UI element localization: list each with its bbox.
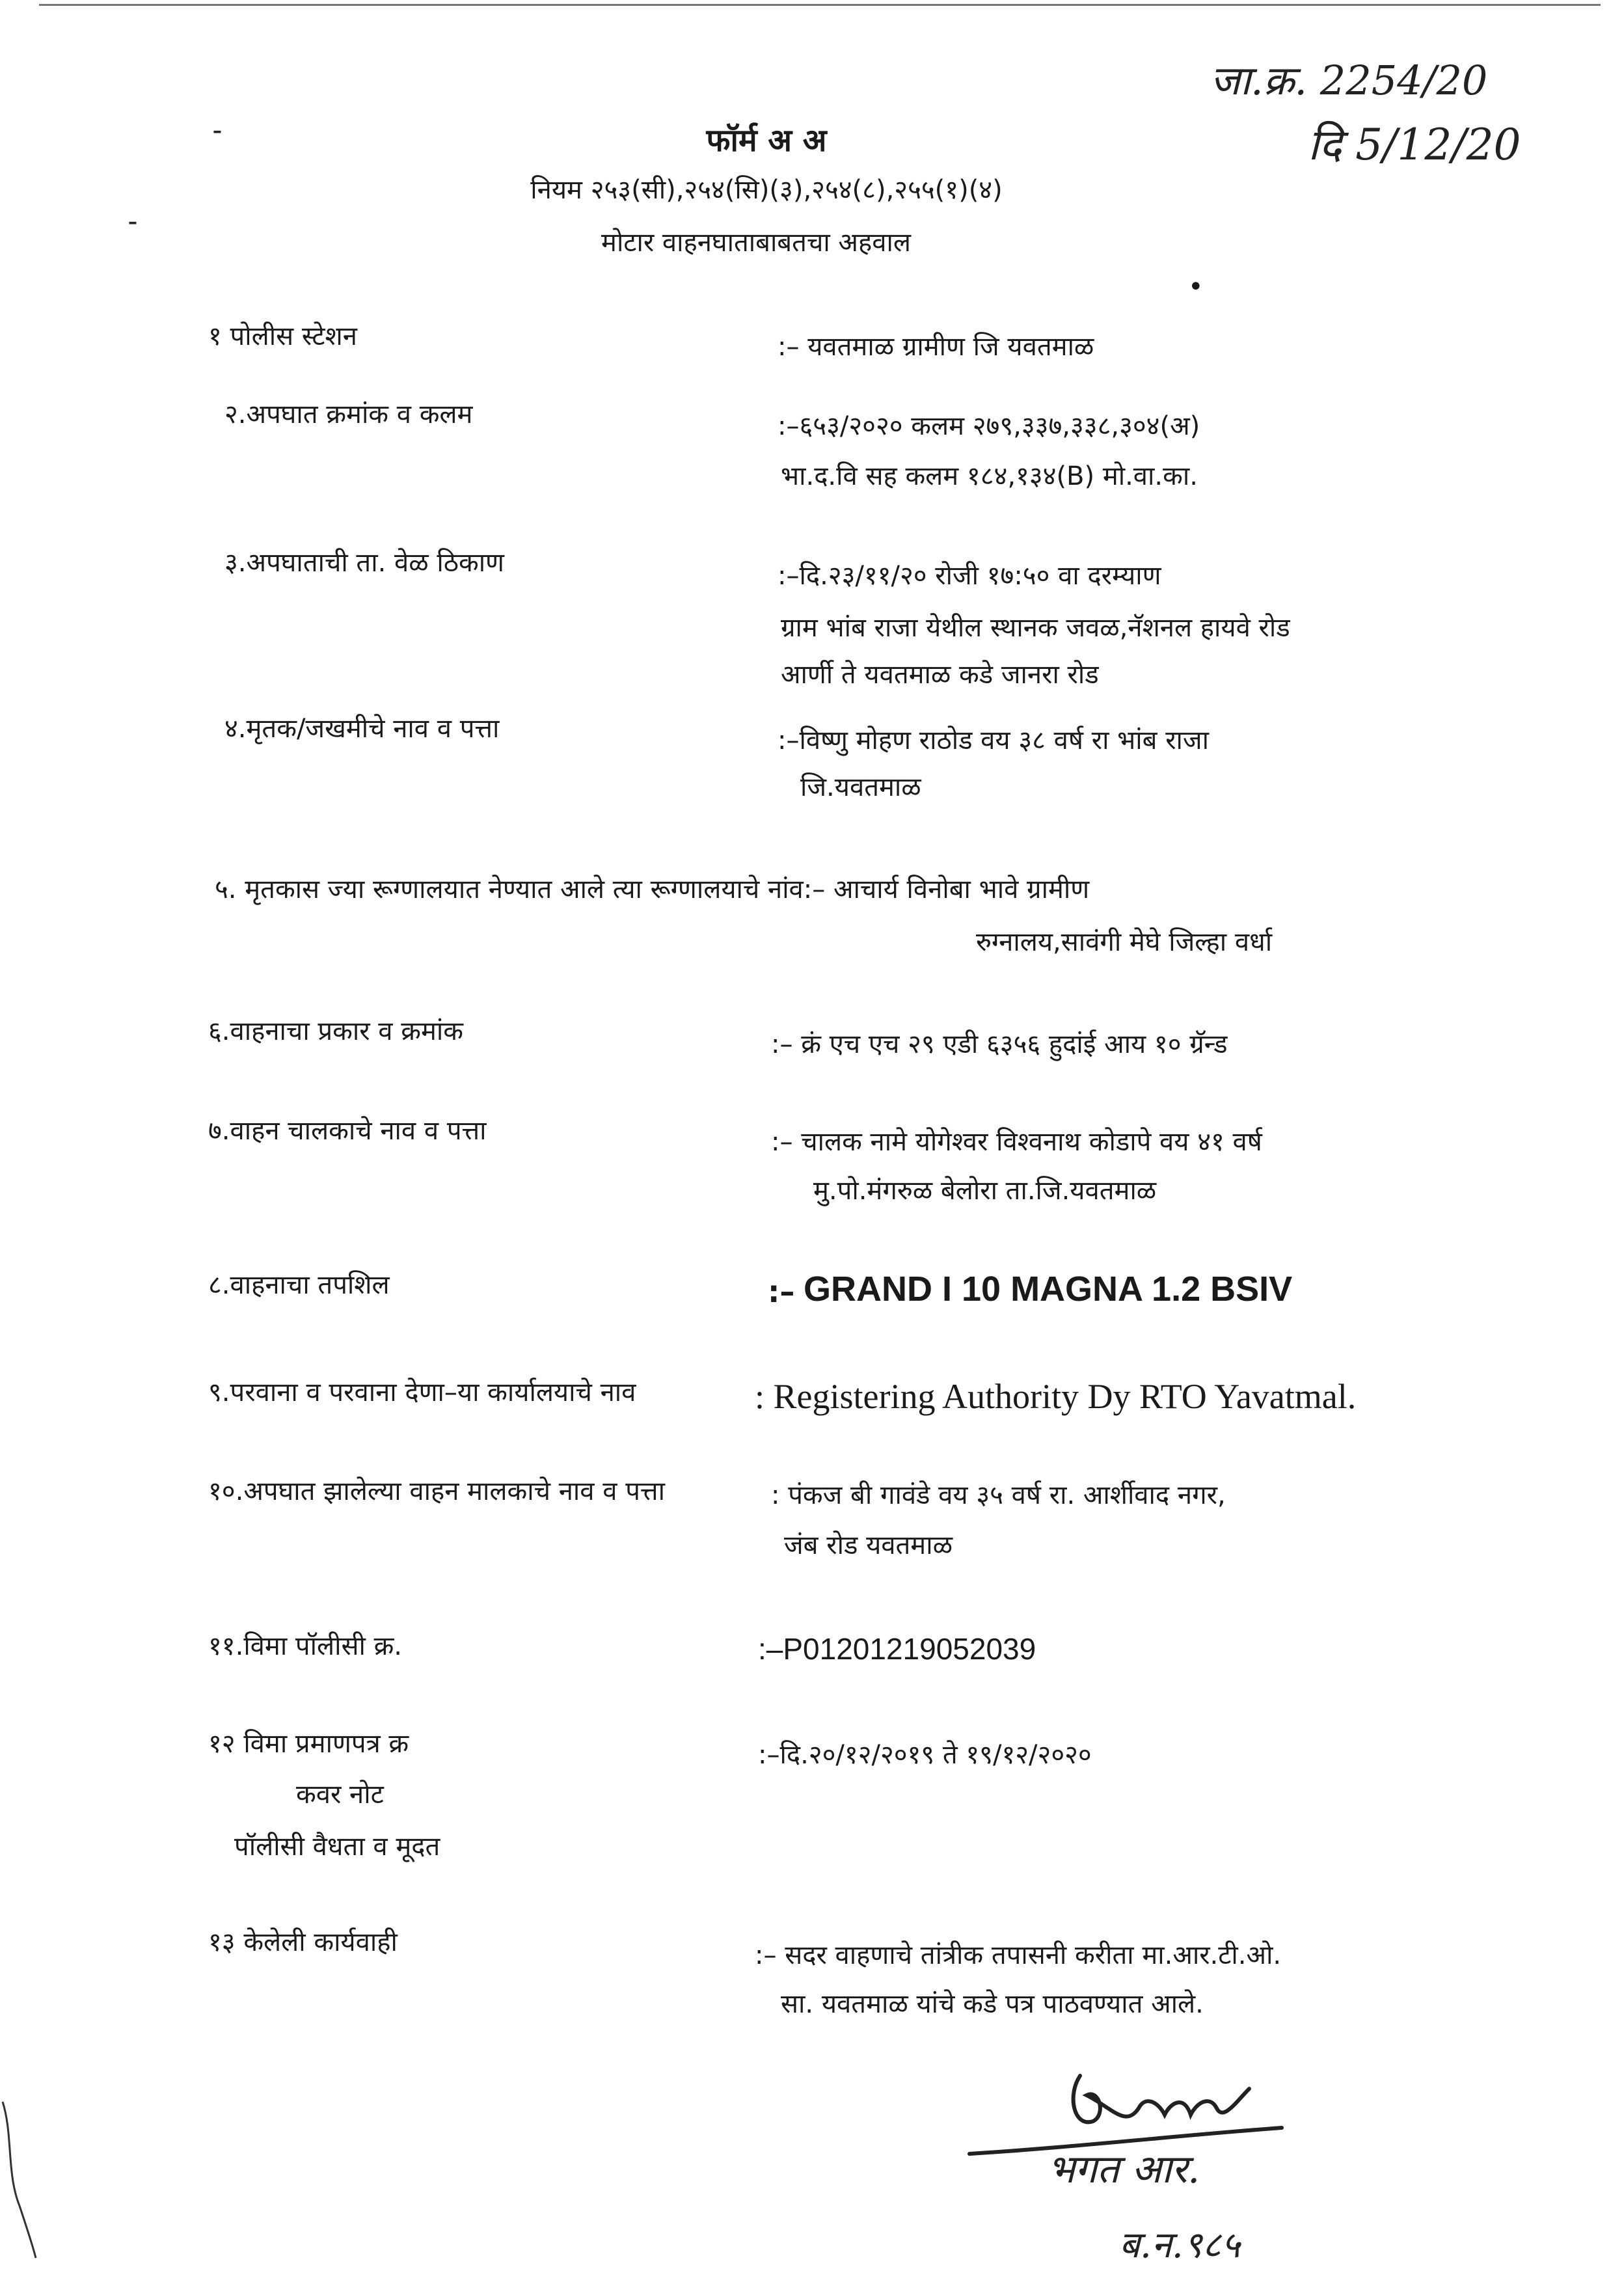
field-label-owner-name: १०.अपघात झालेल्या वाहन मालकाचे नाव व पत्ता bbox=[208, 1476, 665, 1506]
stray-mark: ˗ bbox=[212, 111, 223, 148]
stray-mark: ˗ bbox=[128, 202, 138, 239]
field-value-deceased-name-line2: जि.यवतमाळ bbox=[800, 772, 921, 802]
field-value-licence-authority: : Registering Authority Dy RTO Yavatmal. bbox=[755, 1377, 1357, 1416]
field-value-driver-name-line2: मु.पो.मंगरुळ बेलोरा ता.जि.यवतमाळ bbox=[813, 1176, 1157, 1206]
top-border-line bbox=[39, 4, 1601, 6]
field-label-accident-number: २.अपघात क्रमांक व कलम bbox=[224, 400, 473, 429]
field-value-police-station: :– यवतमाळ ग्रामीण जि यवतमाळ bbox=[778, 332, 1094, 362]
field-label-licence-authority: ९.परवाना व परवाना देणा–या कार्यालयाचे नाव bbox=[208, 1378, 636, 1407]
field-label-deceased-name: ४.मृतक/जखमीचे नाव व पत्ता bbox=[224, 714, 500, 744]
field-label-insurance-certificate-line3: पॉलीसी वैधता व मूदत bbox=[234, 1832, 440, 1862]
handwritten-ref-date: दि 5/12/20 bbox=[1308, 120, 1521, 170]
field-value-insurance-policy: :–P01201219052039 bbox=[758, 1632, 1036, 1666]
field-value-deceased-name-line1: :–विष्णु मोहण राठोड वय ३८ वर्ष रा भांब राजा bbox=[778, 726, 1209, 755]
field-value-vehicle-details: GRAND I 10 MAGNA 1.2 BSIV bbox=[804, 1270, 1293, 1309]
field-value-accident-time-place-line2: ग्राम भांब राजा येथील स्थानक जवळ,नॅशनल हायवे रोड bbox=[781, 613, 1290, 643]
field-label-vehicle-details: ८.वाहनाचा तपशिल bbox=[208, 1270, 390, 1300]
field-label-hospital: ५. मृतकास ज्या रूग्णालयात नेण्यात आले त्या रूग्णालयाचे नांव:– आचार्य विनोबा भावे ग्रामीण bbox=[215, 875, 1090, 904]
field-label-police-station: १ पोलीस स्टेशन bbox=[208, 321, 357, 351]
field-label-insurance-policy: ११.विमा पॉलीसी क्र. bbox=[208, 1631, 403, 1661]
field-value-accident-time-place-line3: आर्णी ते यवतमाळ कडे जानरा रोड bbox=[781, 660, 1099, 690]
form-rules: नियम २५३(सी),२५४(सि)(३),२५४(८),२५५(१)(४) bbox=[530, 175, 1003, 205]
field-label-action-taken: १३ केलेली कार्यवाही bbox=[208, 1927, 398, 1957]
field-value-driver-name-line1: :– चालक नामे योगेश्वर विश्वनाथ कोडापे वय ४१ वर्ष bbox=[771, 1127, 1262, 1157]
field-label-vehicle-type-number: ६.वाहनाचा प्रकार व क्रमांक bbox=[208, 1016, 463, 1046]
signature-number: ब.न.९८५ bbox=[1119, 2224, 1241, 2266]
field-value-owner-name-line1: : पंकज बी गावंडे वय ३५ वर्ष रा. आर्शीवाद नगर, bbox=[771, 1480, 1226, 1510]
field-value-action-taken-line1: :– सदर वाहणाचे तांत्रीक तपासनी करीता मा.आर.टी.ओ. bbox=[755, 1940, 1282, 1970]
field-value-vehicle-type-number: :– क्रं एच एच २९ एडी ६३५६ हुदांई आय १० ग्रॅन्ड bbox=[771, 1029, 1228, 1059]
field-value-hospital: रुग्नालय,सावंगी मेघे जिल्हा वर्धा bbox=[976, 927, 1273, 957]
field-label-driver-name: ७.वाहन चालकाचे नाव व पत्ता bbox=[208, 1116, 487, 1146]
field-value-vehicle-details-prefix: :– bbox=[768, 1274, 795, 1309]
field-value-insurance-validity: :–दि.२०/१२/२०१९ ते १९/१२/२०२० bbox=[758, 1740, 1092, 1770]
field-value-accident-number-line1: :–६५३/२०२० कलम २७९,३३७,३३८,३०४(अ) bbox=[778, 411, 1200, 441]
field-value-accident-number-line2: भा.द.वि सह कलम १८४,१३४(B) मो.वा.का. bbox=[781, 461, 1198, 491]
form-subtitle: मोटार वाहनघाताबाबतचा अहवाल bbox=[601, 228, 911, 258]
field-label-insurance-certificate-line1: १२ विमा प्रमाणपत्र क्र bbox=[208, 1729, 409, 1759]
field-value-action-taken-line2: सा. यवतमाळ यांचे कडे पत्र पाठवण्यात आले. bbox=[781, 1989, 1204, 2019]
field-value-accident-time-place-line1: :–दि.२३/११/२० रोजी १७:५० वा दरम्याण bbox=[778, 561, 1161, 591]
form-title: फॉर्म अ अ bbox=[706, 122, 827, 159]
scan-edge-mark bbox=[0, 2095, 39, 2264]
field-label-accident-time-place: ३.अपघाताची ता. वेळ ठिकाण bbox=[224, 548, 504, 578]
stray-dot: • bbox=[1188, 272, 1204, 302]
handwritten-ref-number: जा.क्र. 2254/20 bbox=[1210, 57, 1488, 104]
field-value-owner-name-line2: जंब रोड यवतमाळ bbox=[784, 1530, 953, 1560]
signature-name: भगत आर. bbox=[1048, 2147, 1200, 2192]
field-label-insurance-certificate-line2: कवर नोट bbox=[296, 1780, 384, 1810]
